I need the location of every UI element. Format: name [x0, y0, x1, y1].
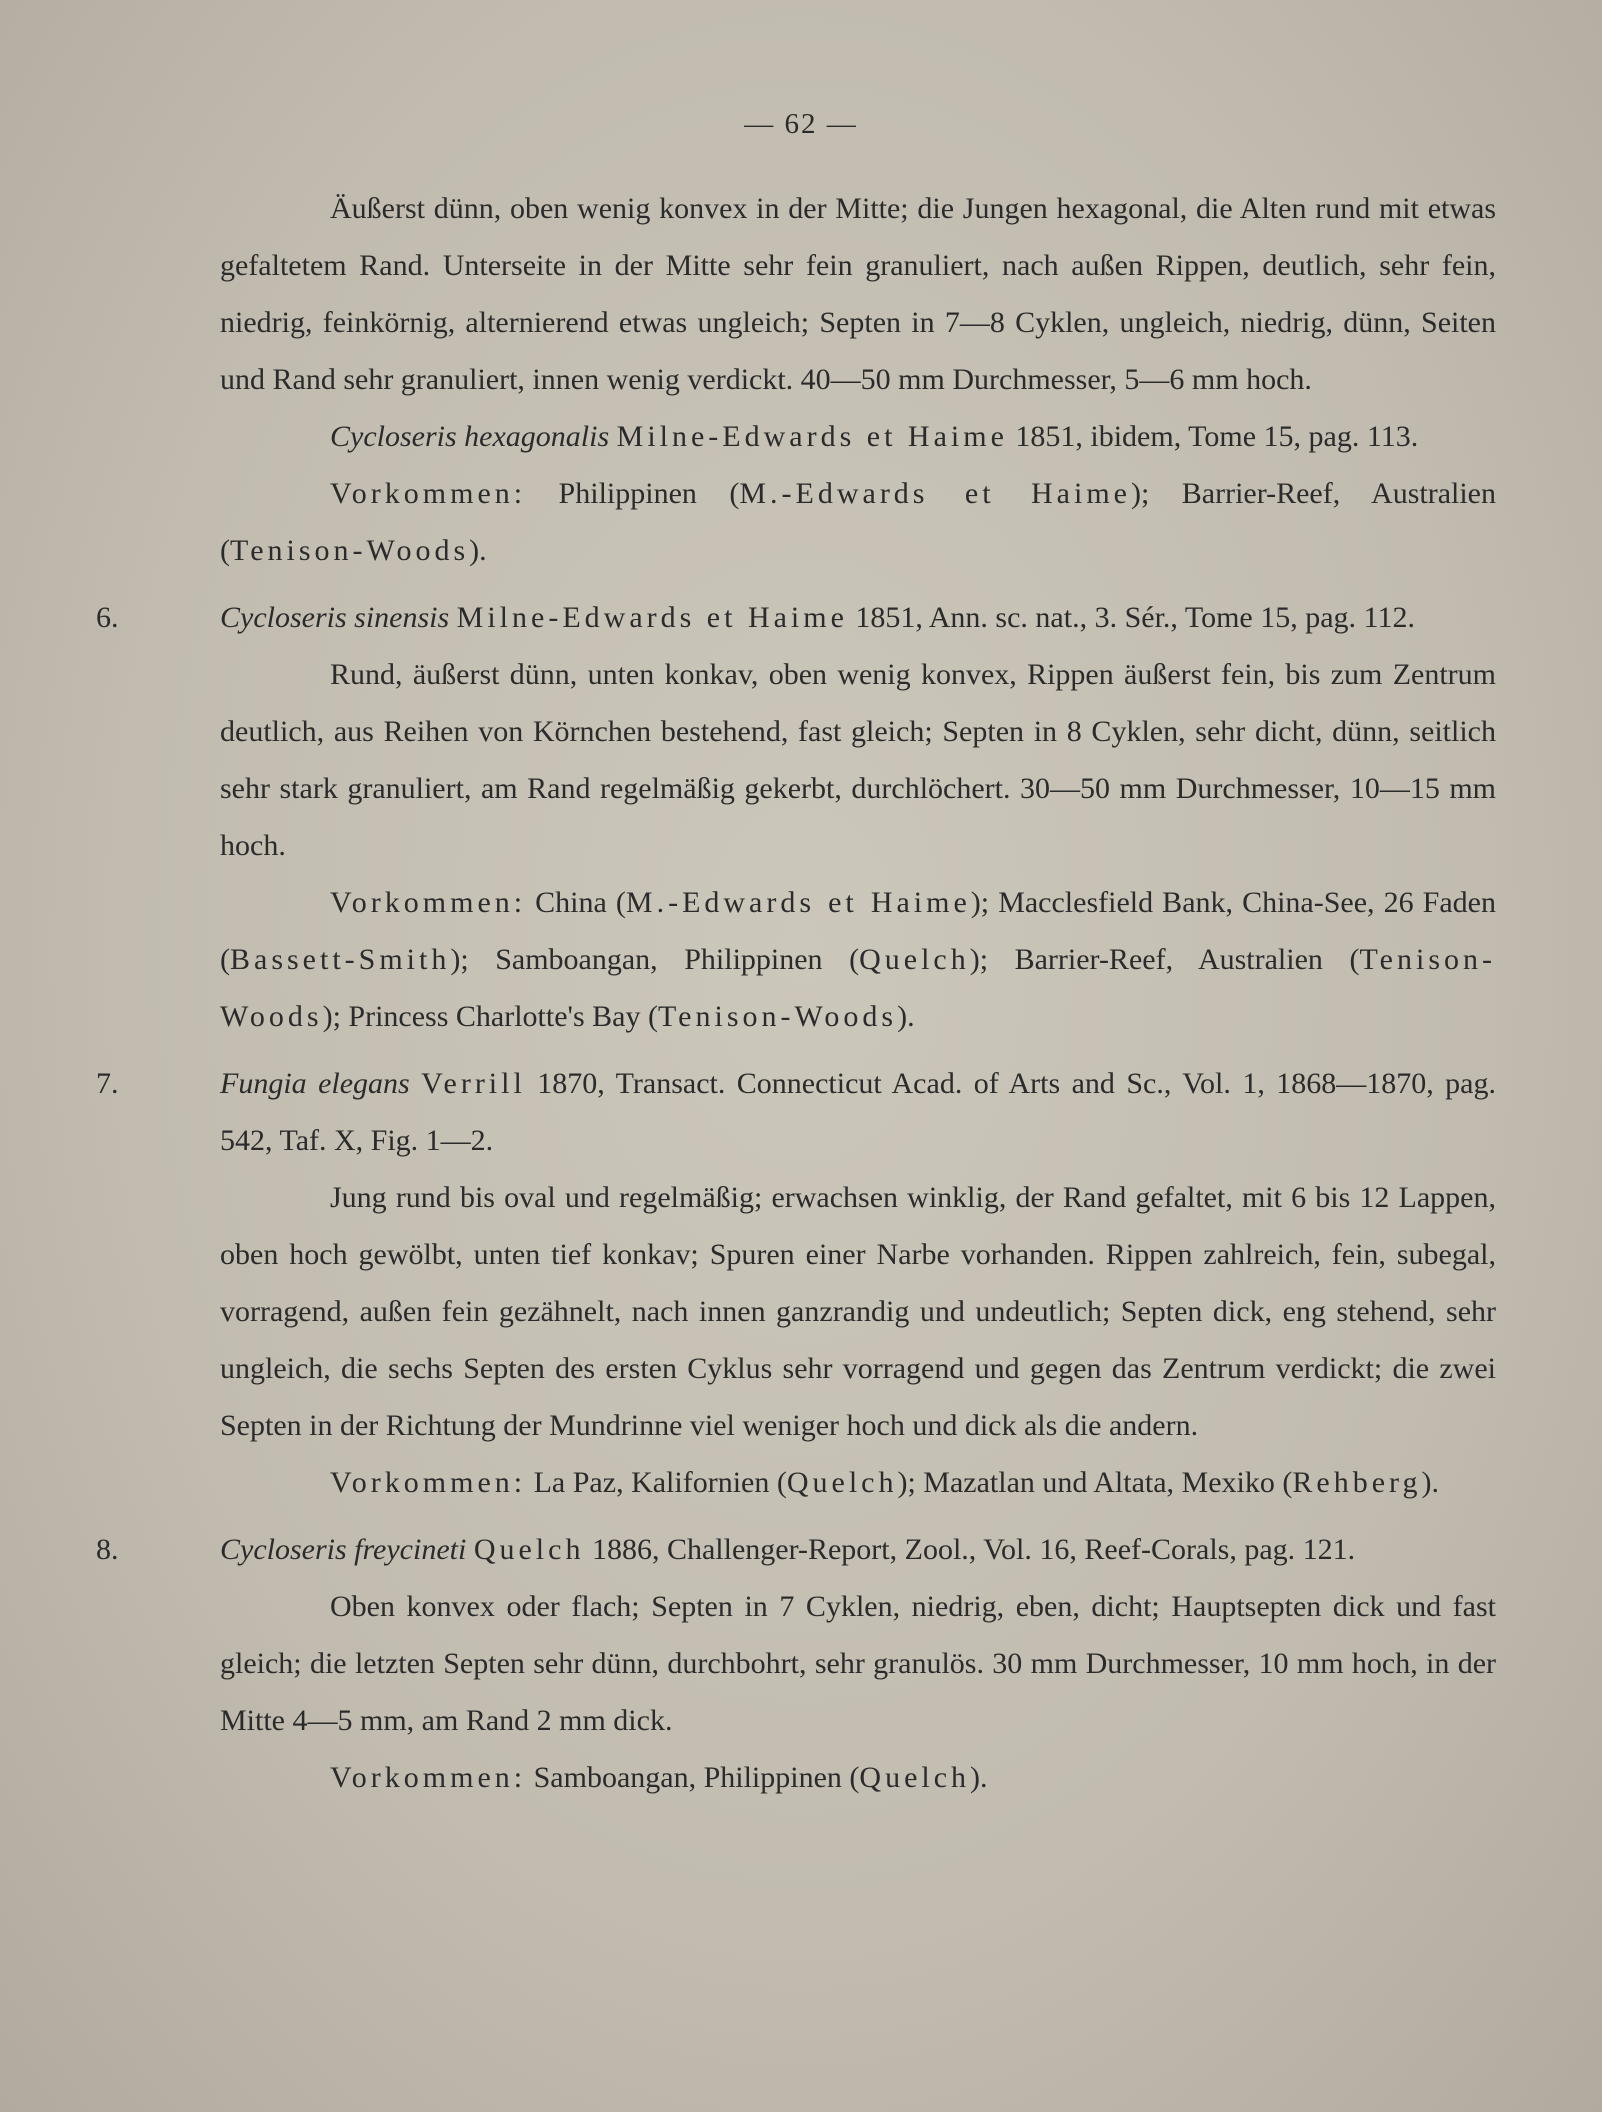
citation-text: 1851, Ann. sc. nat., 3. Sér., Tome 15, pag. 112.: [847, 601, 1415, 634]
occurrence-text: Philippinen (: [526, 477, 740, 510]
occurrence-text: ).: [469, 534, 487, 567]
species-name: Cycloseris sinensis: [220, 601, 450, 634]
occurrence-text: ); Samboangan, Philippinen (: [450, 943, 860, 976]
citation-text: 1851, ibidem, Tome 15, pag. 113.: [1007, 420, 1419, 453]
occurrence-paragraph: [96, 465, 1496, 579]
author-name: Milne-Edwards et Haime: [616, 420, 1008, 453]
occurrence-text: ).: [897, 1000, 915, 1033]
page-body: [96, 180, 1496, 1806]
author-name: M.-Edwards et Haime: [739, 477, 1131, 510]
species-name: Cycloseris freycineti: [220, 1533, 467, 1566]
author-name: M.-Edwards et Haime: [625, 886, 971, 919]
author-name: Bassett-Smith: [230, 943, 451, 976]
occurrence-label: Vorkommen:: [330, 477, 527, 510]
author-name: Tenison-Woods: [657, 1000, 898, 1033]
author-name: Rehberg: [1292, 1466, 1422, 1499]
occurrence-text: Samboangan, Philippinen (: [526, 1761, 860, 1794]
occurrence-text: ); Barrier-Reef, Australien (: [220, 477, 1496, 567]
species-entry-heading: [96, 1521, 1496, 1578]
page-number: — 62 —: [744, 108, 858, 140]
author-name: Quelch: [859, 1761, 971, 1794]
occurrence-paragraph: [96, 1454, 1496, 1511]
occurrence-text: ).: [1421, 1466, 1439, 1499]
occurrence-label: Vorkommen:: [330, 1761, 527, 1794]
occurrence-text: ).: [970, 1761, 988, 1794]
description-paragraph: Äußerst dünn, oben wenig konvex in der Mitte; die Jungen hexagonal, die Alten rund mit etwas gefaltetem Rand. Unterseite in der Mitte sehr fein granuliert, nach außen Rippen, deutlich, sehr fein, niedrig, feinkörnig, alternierend etwas ungleich; Septen in 7—8 Cyklen, ungleich, niedrig, dünn, Seiten und Rand sehr granuliert, innen wenig verdickt. 40—50 mm Durchmesser, 5—6 mm hoch.: [220, 192, 1496, 396]
description-paragraph: Jung rund bis oval und regelmäßig; erwachsen winklig, der Rand gefaltet, mit 6 bis 12 Lappen, oben hoch gewölbt, unten tief konkav; Spuren einer Narbe vorhanden. Rippen zahlreich, fein, subegal, vorragend, außen fein gezähnelt, nach innen ganzrandig und undeutlich; Septen dick, eng stehend, sehr ungleich, die sechs Septen des ersten Cyklus sehr vorragend und gegen das Zentrum verdickt; die zwei Septen in der Richtung der Mundrinne viel weniger hoch und dick als die andern.: [220, 1181, 1496, 1442]
citation-text: 1870, Transact. Connecticut Acad. of Arts and Sc., Vol. 1, 1868—1870, pag. 542, Taf. X, Fig. 1—2.: [220, 1067, 1496, 1157]
description-paragraph: Oben konvex oder flach; Septen in 7 Cyklen, niedrig, eben, dicht; Hauptsepten dick und fast gleich; die letzten Septen sehr dünn, durchbohrt, sehr granulös. 30 mm Durchmesser, 10 mm hoch, in der Mitte 4—5 mm, am Rand 2 mm dick.: [220, 1590, 1496, 1737]
author-name: Quelch: [859, 943, 970, 976]
author-name: Tenison-Woods: [220, 943, 1496, 1033]
occurrence-text: China (: [526, 886, 626, 919]
synonym-paragraph: [96, 408, 1496, 465]
species-name: Cycloseris hexagonalis: [330, 420, 610, 453]
author-name: Tenison-Woods: [230, 534, 470, 567]
description-paragraph: Rund, äußerst dünn, unten konkav, oben wenig konvex, Rippen äußerst fein, bis zum Zentrum deutlich, aus Reihen von Körnchen bestehend, fast gleich; Septen in 8 Cyklen, sehr dicht, dünn, seitlich sehr stark granuliert, am Rand regelmäßig gekerbt, durchlöchert. 30—50 mm Durchmesser, 10—15 mm hoch.: [220, 658, 1496, 862]
occurrence-paragraph: [96, 874, 1496, 1045]
occurrence-text: ); Mazatlan und Altata, Mexiko (: [897, 1466, 1293, 1499]
occurrence-text: ); Barrier-Reef, Australien (: [969, 943, 1360, 976]
species-entry-heading: [96, 1055, 1496, 1169]
author-name: Quelch: [786, 1466, 898, 1499]
occurrence-text: ); Princess Charlotte's Bay (: [322, 1000, 658, 1033]
author-name: Milne-Edwards et Haime: [456, 601, 848, 634]
entry-number: 7.: [96, 1067, 119, 1100]
entry-number: 8.: [96, 1533, 119, 1566]
occurrence-label: Vorkommen:: [330, 1466, 527, 1499]
occurrence-text: La Paz, Kalifornien (: [526, 1466, 787, 1499]
species-entry-heading: [96, 589, 1496, 646]
author-name: Quelch: [473, 1533, 585, 1566]
occurrence-text: ); Macclesfield Bank, China-See, 26 Faden (: [220, 886, 1496, 976]
author-name: Verrill: [421, 1067, 526, 1100]
occurrence-label: Vorkommen:: [330, 886, 527, 919]
occurrence-paragraph: [96, 1749, 1496, 1806]
species-name: Fungia elegans: [220, 1067, 410, 1100]
citation-text: 1886, Challenger-Report, Zool., Vol. 16, Reef-Corals, pag. 121.: [584, 1533, 1356, 1566]
entry-number: 6.: [96, 601, 119, 634]
